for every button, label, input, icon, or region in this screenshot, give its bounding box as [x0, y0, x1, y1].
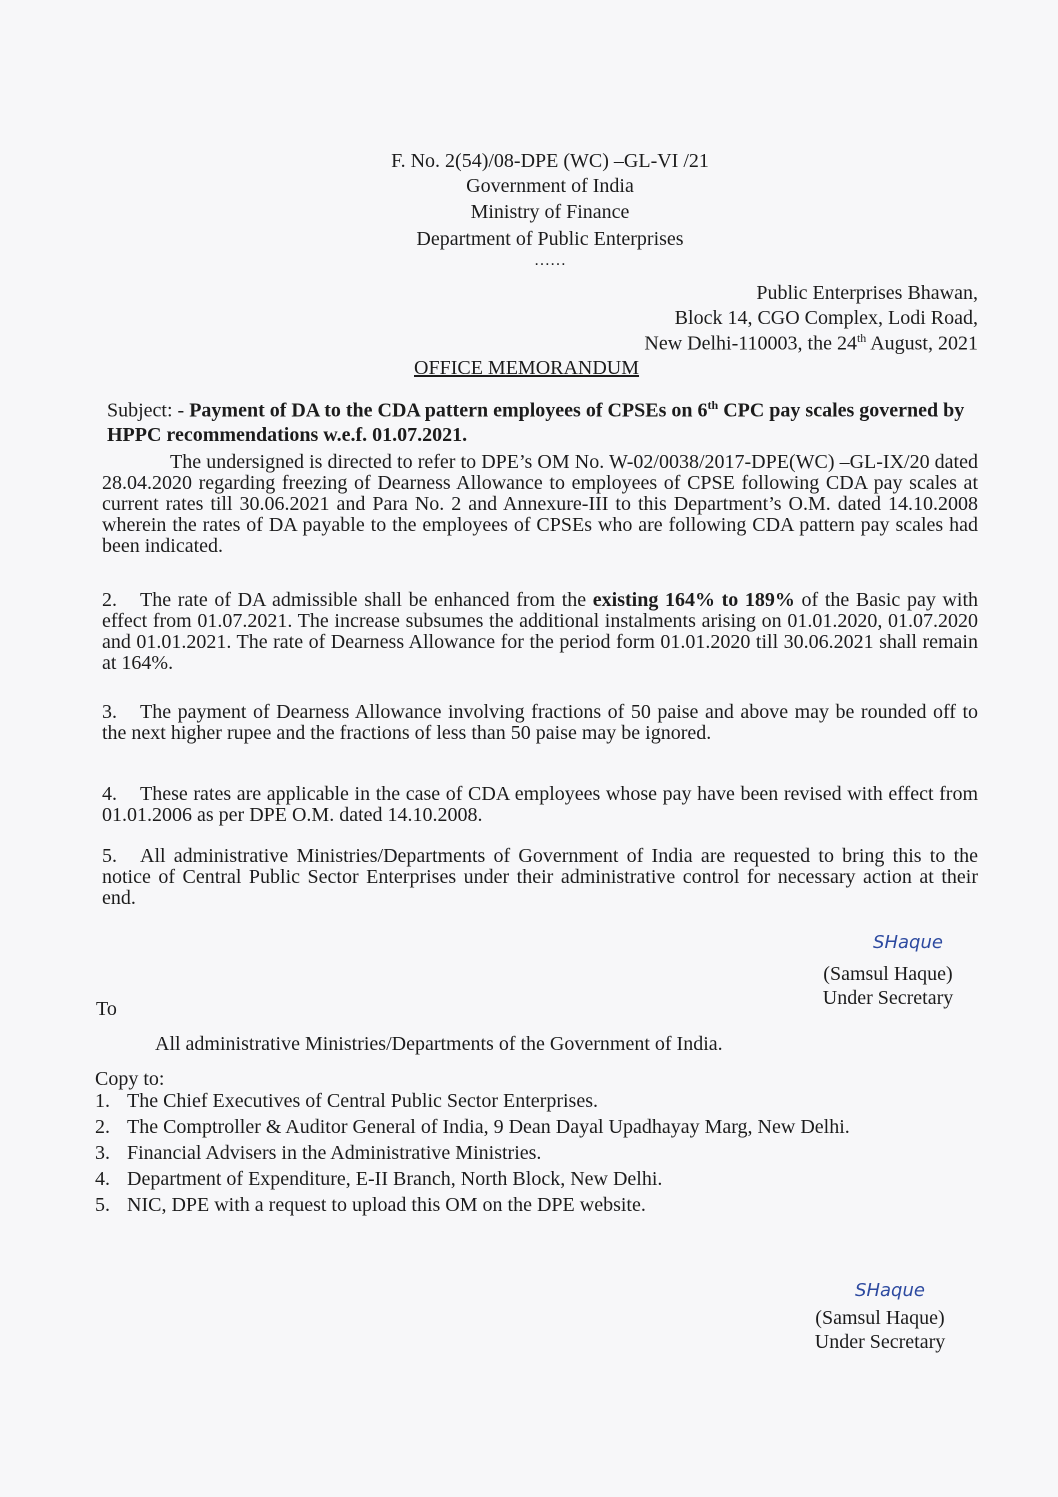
signatory-block-1: [788, 962, 988, 1010]
signatory-name: (Samsul Haque): [823, 963, 953, 985]
subject-label: Subject: -: [107, 399, 185, 422]
copy-to-label: Copy to:: [95, 1068, 165, 1090]
header-separator: ……: [534, 252, 566, 269]
to-label: To: [96, 998, 117, 1020]
paragraph-1: The undersigned is directed to refer to DPE’s OM No. W-02/0038/2017-DPE(WC) –GL-IX/20 dated 28.04.2020 regarding freezing of Dearness Allowance to employees of CPSE following CDA pay scales at current rates till 30.06.2021 and Para No. 2 and Annexure-III to this Department’s O.M. dated 14.10.2008 wherein the rates of DA payable to the employees of CPSEs who are following CDA pattern pay scales had been indicated.: [102, 451, 978, 557]
signature-2: SHaque: [855, 1280, 925, 1301]
government-name: Government of India: [466, 175, 634, 197]
signatory-block-2: [780, 1306, 980, 1354]
address-line-3: New Delhi-110003, the 24th August, 2021: [644, 331, 978, 355]
list-item: 3. Financial Advisers in the Administrative Ministries.: [95, 1142, 542, 1164]
signatory-designation: Under Secretary: [814, 1331, 946, 1353]
list-item: 5. NIC, DPE with a request to upload this OM on the DPE website.: [95, 1194, 646, 1216]
signatory-name: (Samsul Haque): [815, 1307, 945, 1329]
file-number: F. No. 2(54)/08-DPE (WC) –GL-VI /21: [391, 150, 709, 172]
paragraph-2: 2. The rate of DA admissible shall be enhanced from the existing 164% to 189% of the Basic pay with effect from 01.07.2021. The increase subsumes the additional instalments arising on 01.01.2020, 01.07.2020 and 01.01.2021. The rate of Dearness Allowance for the period form 01.01.2020 till 30.06.2021 shall remain at 164%.: [102, 589, 979, 674]
subject-line: Subject: - Payment of DA to the CDA pattern employees of CPSEs on 6th CPC pay scales governed by HPPC recommendations w.e.f. 01.07.2021.: [107, 398, 965, 446]
memo-title: OFFICE MEMORANDUM: [414, 357, 640, 379]
paragraph-3: 3. The payment of Dearness Allowance involving fractions of 50 paise and above may be rounded off to the next higher rupee and the fractions of less than 50 paise may be ignored.: [102, 701, 978, 744]
addressee: All administrative Ministries/Departments of the Government of India.: [155, 1033, 723, 1055]
copy-to-list: [95, 1090, 975, 1220]
list-item: 1. The Chief Executives of Central Public Sector Enterprises.: [95, 1090, 598, 1112]
address-line-1: Public Enterprises Bhawan,: [756, 282, 978, 304]
list-item: 2. The Comptroller & Auditor General of India, 9 Dean Dayal Upadhayay Marg, New Delhi.: [95, 1116, 850, 1138]
ministry-name: Ministry of Finance: [470, 201, 630, 223]
address-line-2: Block 14, CGO Complex, Lodi Road,: [674, 307, 978, 329]
department-name: Department of Public Enterprises: [416, 228, 684, 250]
signature-1: SHaque: [873, 932, 943, 953]
signatory-designation: Under Secretary: [822, 987, 954, 1009]
list-item: 4. Department of Expenditure, E-II Branch, North Block, New Delhi.: [95, 1168, 663, 1190]
paragraph-4: 4. These rates are applicable in the case of CDA employees whose pay have been revised with effect from 01.01.2006 as per DPE O.M. dated 14.10.2008.: [102, 783, 978, 826]
paragraph-5: 5. All administrative Ministries/Departments of Government of India are requested to bring this to the notice of Central Public Sector Enterprises under their administrative control for necessary action at their end.: [102, 845, 978, 909]
